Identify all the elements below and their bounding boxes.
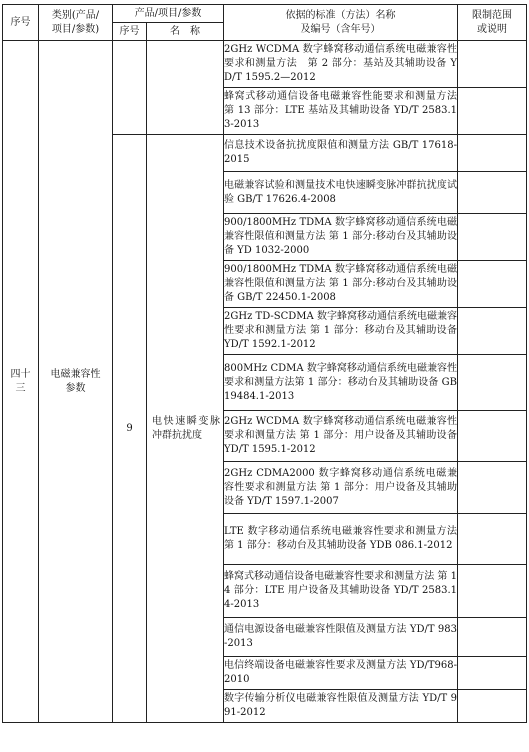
limit-cell	[458, 462, 527, 514]
item-sub-seq: 9	[113, 135, 147, 723]
standard-cell: 2GHz TD-SCDMA 数字蜂窝移动通信系统电磁兼容性要求和测量方法 第 1 部分：移动台及其辅助设备 YD/T 1592.1-2012	[224, 308, 458, 355]
standard-cell: 蜂窝式移动通信设备电磁兼容性能要求和测量方法 第 13 部分：LTE 基站及其辅助设备 YD/T 2583.13-2013	[224, 88, 458, 135]
limit-cell	[458, 172, 527, 214]
limit-cell	[458, 214, 527, 261]
limit-cell	[458, 308, 527, 355]
standard-cell: 2GHz WCDMA 数字蜂窝移动通信系统电磁兼容性要求和测量方法 第 2 部分：基站及其辅助设备 YD/T 1595.2—2012	[224, 41, 458, 88]
prev-item-name	[147, 41, 224, 135]
header-category: 类别(产品/ 项目/参数)	[39, 5, 113, 41]
standards-table	[2, 4, 527, 723]
standard-cell: 蜂窝式移动通信设备电磁兼容性要求和测量方法 第 14 部分：LTE 用户设备及其辅助设备 YD/T 2583.14-2013	[224, 565, 458, 618]
header-seq: 序号	[3, 5, 39, 41]
standard-cell: 2GHz WCDMA 数字蜂窝移动通信系统电磁兼容性要求和测量方法 第 1 部分：用户设备及其辅助设备 YD/T 1595.1-2012	[224, 411, 458, 462]
limit-cell	[458, 135, 527, 172]
header-row-1	[3, 5, 527, 23]
limit-cell	[458, 261, 527, 308]
prev-item-sub-seq	[113, 41, 147, 135]
item-name: 电快速瞬变脉冲群抗扰度	[147, 135, 224, 723]
header-product-group: 产品/项目/参数	[113, 5, 224, 23]
limit-cell	[458, 690, 527, 723]
standard-cell: 通信电源设备电磁兼容性限值及测量方法 YD/T 983-2013	[224, 618, 458, 657]
table-row	[3, 41, 527, 88]
limit-cell	[458, 514, 527, 565]
standard-cell: 800MHz CDMA 数字蜂窝移动通信系统电磁兼容性要求和测量方法第 1 部分：移动台及其辅助设备 GB 19484.1-2013	[224, 355, 458, 411]
limit-cell	[458, 88, 527, 135]
header-standard: 依据的标准（方法）名称 及编号（含年号）	[224, 5, 458, 41]
limit-cell	[458, 565, 527, 618]
limit-cell	[458, 355, 527, 411]
standard-cell: 电磁兼容试验和测量技术电快速瞬变脉冲群抗扰度试验 GB/T 17626.4-2008	[224, 172, 458, 214]
standard-cell: 电信终端设备电磁兼容性要求及测量方法 YD/T968-2010	[224, 657, 458, 690]
row-category: 电磁兼容性 参数	[39, 41, 113, 723]
limit-cell	[458, 657, 527, 690]
row-seq: 四十 三	[3, 41, 39, 723]
limit-cell	[458, 411, 527, 462]
standard-cell: 数字传输分析仪电磁兼容性限值及测量方法 YD/T 991-2012	[224, 690, 458, 723]
header-limit: 限制范围 或说明	[458, 5, 527, 41]
limit-cell	[458, 618, 527, 657]
header-sub-seq: 序号	[113, 23, 147, 41]
limit-cell	[458, 41, 527, 88]
standard-cell: 信息技术设备抗扰度限值和测量方法 GB/T 17618-2015	[224, 135, 458, 172]
standard-cell: 900/1800MHz TDMA 数字蜂窝移动通信系统电磁兼容性限值和测量方法 第 1 部分:移动台及其辅助设备 GB/T 22450.1-2008	[224, 261, 458, 308]
standard-cell: 900/1800MHz TDMA 数字蜂窝移动通信系统电磁兼容性限值和测量方法 第 1 部分:移动台及其辅助设备 YD 1032-2000	[224, 214, 458, 261]
standard-cell: 2GHz CDMA2000 数字蜂窝移动通信系统电磁兼容性要求和测量方法 第 1 部分：用户设备及其辅助设备 YD/T 1597.1-2007	[224, 462, 458, 514]
header-name: 名 称	[147, 23, 224, 41]
standard-cell: LTE 数字移动通信系统电磁兼容性要求和测量方法 第 1 部分：移动台及其辅助设备 YDB 086.1-2012	[224, 514, 458, 565]
